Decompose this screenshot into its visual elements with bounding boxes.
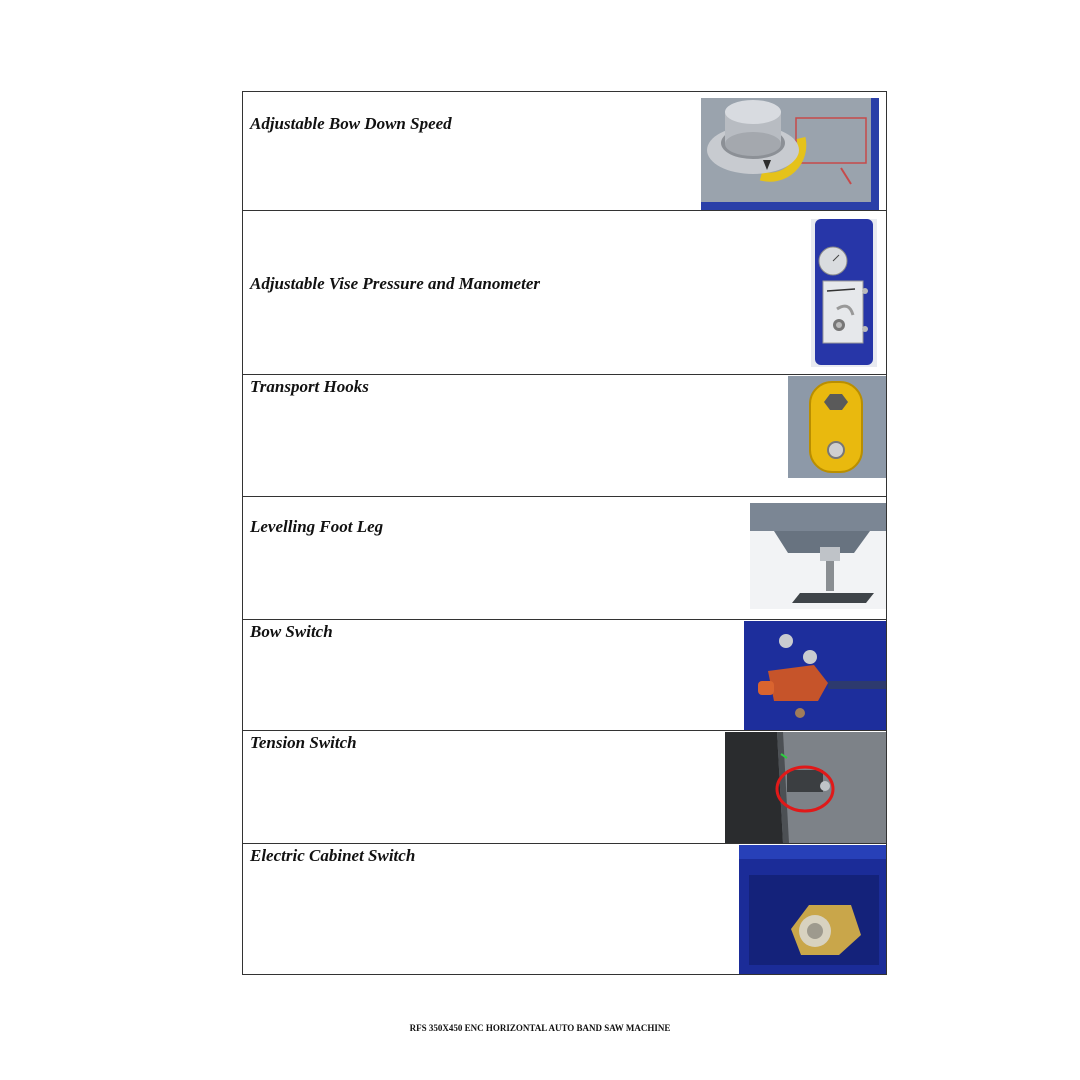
feature-title: Transport Hooks bbox=[250, 377, 369, 396]
feature-row bbox=[243, 620, 886, 731]
feature-row bbox=[243, 92, 886, 211]
feature-row bbox=[243, 211, 886, 375]
feature-row bbox=[243, 375, 886, 497]
vise-pressure-manometer-photo bbox=[811, 219, 877, 367]
bow-down-speed-knob-photo bbox=[701, 98, 879, 210]
feature-title: Electric Cabinet Switch bbox=[250, 846, 416, 865]
feature-title: Bow Switch bbox=[250, 622, 333, 641]
feature-table bbox=[242, 91, 887, 975]
tension-switch-photo bbox=[725, 732, 886, 843]
feature-row bbox=[243, 844, 886, 974]
feature-title: Adjustable Bow Down Speed bbox=[250, 114, 452, 133]
document-footer: RFS 350X450 ENC HORIZONTAL AUTO BAND SAW MACHINE bbox=[409, 1023, 671, 1033]
transport-hook-photo bbox=[788, 376, 886, 478]
bow-switch-photo bbox=[744, 621, 886, 730]
feature-row bbox=[243, 731, 886, 844]
electric-cabinet-switch-photo bbox=[739, 845, 886, 974]
levelling-foot-photo bbox=[750, 503, 886, 609]
feature-title: Levelling Foot Leg bbox=[250, 517, 384, 536]
feature-title: Adjustable Vise Pressure and Manometer bbox=[250, 274, 540, 293]
feature-title: Tension Switch bbox=[250, 733, 357, 752]
feature-row bbox=[243, 497, 886, 620]
